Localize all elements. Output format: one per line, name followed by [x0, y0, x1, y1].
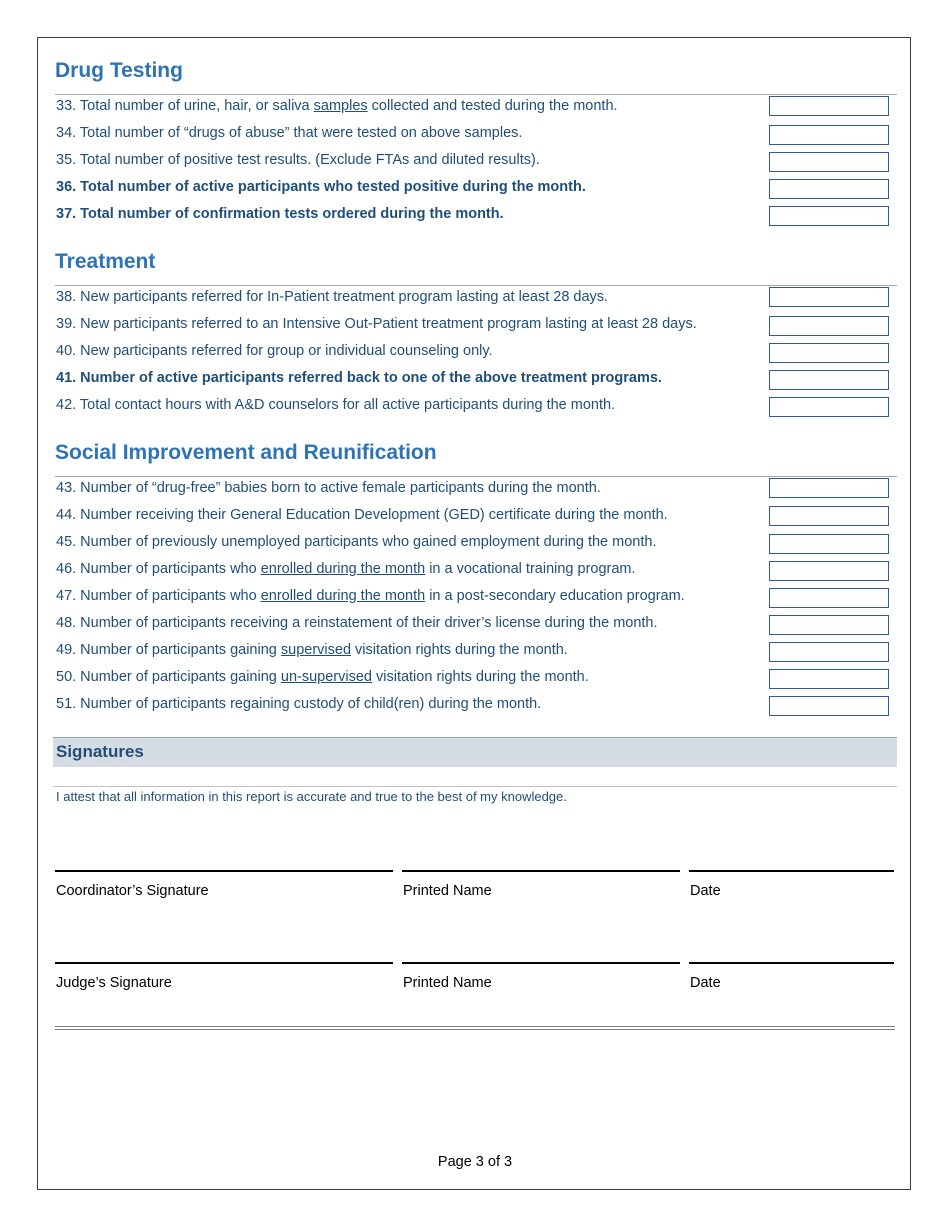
- item-34: 34. Total number of “drugs of abuse” that were tested on above samples.: [56, 125, 523, 141]
- item-41: 41. Number of active participants referred back to one of the above treatment programs.: [56, 370, 662, 386]
- section-divider: [53, 786, 897, 787]
- item-51: 51. Number of participants regaining custody of child(ren) during the month.: [56, 696, 542, 712]
- judge-printed-name-line[interactable]: [402, 962, 680, 964]
- judge-signature-line[interactable]: [55, 962, 393, 964]
- answer-input-46[interactable]: [769, 561, 889, 581]
- answer-input-42[interactable]: [769, 397, 889, 417]
- answer-input-48[interactable]: [769, 615, 889, 635]
- answer-input-51[interactable]: [769, 696, 889, 716]
- item-42: 42. Total contact hours with A&D counselors for all active participants during the month.: [56, 397, 616, 413]
- item-33: 33. Total number of urine, hair, or saliva samples collected and tested during the month.: [56, 98, 618, 114]
- item-35: 35. Total number of positive test results. (Exclude FTAs and diluted results).: [56, 152, 540, 168]
- attestation-text: I attest that all information in this report is accurate and true to the best of my knowledge.: [56, 789, 567, 804]
- answer-input-35[interactable]: [769, 152, 889, 172]
- item-49: 49. Number of participants gaining supervised visitation rights during the month.: [56, 642, 568, 658]
- answer-input-40[interactable]: [769, 343, 889, 363]
- answer-input-34[interactable]: [769, 125, 889, 145]
- coordinator-signature-label: Coordinator’s Signature: [56, 883, 209, 899]
- answer-input-33[interactable]: [769, 96, 889, 116]
- section-divider: [55, 285, 897, 286]
- answer-input-37[interactable]: [769, 206, 889, 226]
- signatures-title: Signatures: [56, 742, 144, 761]
- item-38: 38. New participants referred for In-Patient treatment program lasting at least 28 days.: [56, 289, 609, 305]
- date-label: Date: [690, 975, 721, 991]
- item-39: 39. New participants referred to an Intensive Out-Patient treatment program lasting at least 28 days.: [56, 316, 697, 332]
- answer-input-38[interactable]: [769, 287, 889, 307]
- item-36: 36. Total number of active participants who tested positive during the month.: [56, 179, 586, 195]
- item-48: 48. Number of participants receiving a reinstatement of their driver’s license during the month.: [56, 615, 658, 631]
- printed-name-label: Printed Name: [403, 883, 492, 899]
- item-40: 40. New participants referred for group or individual counseling only.: [56, 343, 493, 359]
- signatures-header-band: [53, 737, 897, 767]
- answer-input-39[interactable]: [769, 316, 889, 336]
- coordinator-printed-name-line[interactable]: [402, 870, 680, 872]
- section-divider: [55, 94, 897, 95]
- answer-input-47[interactable]: [769, 588, 889, 608]
- item-37: 37. Total number of confirmation tests ordered during the month.: [56, 206, 504, 222]
- answer-input-44[interactable]: [769, 506, 889, 526]
- item-50: 50. Number of participants gaining un-supervised visitation rights during the month.: [56, 669, 589, 685]
- item-44: 44. Number receiving their General Education Development (GED) certificate during the month.: [56, 507, 668, 523]
- answer-input-50[interactable]: [769, 669, 889, 689]
- item-45: 45. Number of previously unemployed participants who gained employment during the month.: [56, 534, 657, 550]
- item-43: 43. Number of “drug-free” babies born to active female participants during the month.: [56, 480, 601, 496]
- coordinator-date-line[interactable]: [689, 870, 894, 872]
- answer-input-49[interactable]: [769, 642, 889, 662]
- item-47: 47. Number of participants who enrolled during the month in a post-secondary education program.: [56, 588, 685, 604]
- section-title-treatment: Treatment: [55, 250, 156, 273]
- judge-date-line[interactable]: [689, 962, 894, 964]
- coordinator-signature-line[interactable]: [55, 870, 393, 872]
- answer-input-43[interactable]: [769, 478, 889, 498]
- answer-input-36[interactable]: [769, 179, 889, 199]
- judge-signature-label: Judge’s Signature: [56, 975, 172, 991]
- section-divider: [55, 476, 897, 477]
- answer-input-41[interactable]: [769, 370, 889, 390]
- page-number: Page 3 of 3: [437, 1154, 513, 1170]
- date-label: Date: [690, 883, 721, 899]
- section-title-social-improvement: Social Improvement and Reunification: [55, 441, 437, 464]
- section-title-drug-testing: Drug Testing: [55, 59, 183, 82]
- answer-input-45[interactable]: [769, 534, 889, 554]
- printed-name-label: Printed Name: [403, 975, 492, 991]
- item-46: 46. Number of participants who enrolled during the month in a vocational training program.: [56, 561, 636, 577]
- double-divider: [55, 1026, 895, 1030]
